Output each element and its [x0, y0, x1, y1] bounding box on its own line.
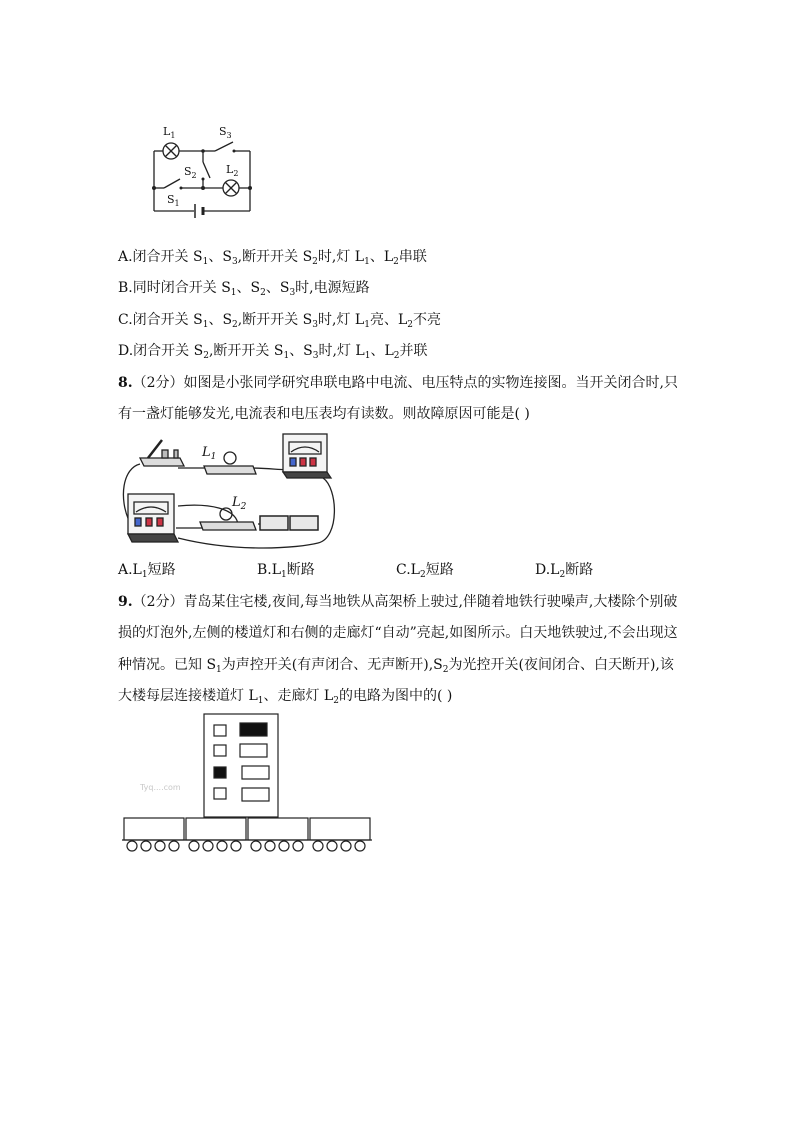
q7-option-c: C.闭合开关 $S_1$、$S_2$,断开开关 $S_3$时,灯 $L_1$亮、$L_2$不亮	[118, 312, 441, 330]
q9-stem-line4: 大楼每层连接楼道灯 $L_1$、走廊灯 $L_2$的电路为图中的( )	[118, 688, 453, 706]
q9-stem-line2: 损的灯泡外,左侧的楼道灯和右侧的走廊灯“自动”亮起,如图所示。白天地铁驶过,不会出现这	[118, 625, 678, 641]
q8-stem-line1: 8.（2分）如图是小张同学研究串联电路中电流、电压特点的实物连接图。当开关闭合时,只	[118, 375, 678, 391]
q8-option-d: $D.L_2$断路	[535, 562, 594, 580]
label-l2: $L_2$	[226, 163, 239, 178]
label-s1: $S_1$	[167, 193, 180, 208]
fig-label-l1: $L_1$	[202, 445, 217, 462]
q7-option-b: B.同时闭合开关 $S_1$、$S_2$、$S_3$时,电源短路	[118, 280, 370, 298]
label-s2: $S_2$	[184, 165, 197, 180]
q9-stem-line3: 种情况。已知 $S_1$为声控开关(有声闭合、无声断开)$,S_2$为光控开关(夜间闭合、白天断开),该	[118, 657, 674, 675]
building-train-figure-q9	[118, 712, 378, 857]
watermark: Tyq....com	[140, 783, 181, 792]
circuit-diagram-q7	[140, 115, 270, 225]
q8-option-a: $A.L_1$短路	[118, 562, 176, 580]
physical-circuit-q8	[118, 428, 348, 558]
label-l1: $L_1$	[163, 125, 176, 140]
q8-option-c: $C.L_2$短路	[396, 562, 454, 580]
label-s3: $S_3$	[219, 125, 232, 140]
q8-option-b: $B.L_1$断路	[257, 562, 315, 580]
q7-option-d: D.闭合开关 $S_2$,断开开关 $S_1$、$S_3$时,灯 $L_1$、$L_2$并联	[118, 343, 428, 361]
q8-stem-line2: 有一盏灯能够发光,电流表和电压表均有读数。则故障原因可能是( )	[118, 406, 530, 422]
fig-label-l2: $L_2$	[232, 495, 247, 512]
q9-stem-line1: 9.（2分）青岛某住宅楼,夜间,每当地铁从高架桥上驶过,伴随着地铁行驶噪声,大楼除个别破	[118, 594, 678, 610]
q7-option-a: A.闭合开关 $S_1$、$S_3$,断开开关 $S_2$时,灯 $L_1$、$L_2$串联	[118, 249, 427, 267]
